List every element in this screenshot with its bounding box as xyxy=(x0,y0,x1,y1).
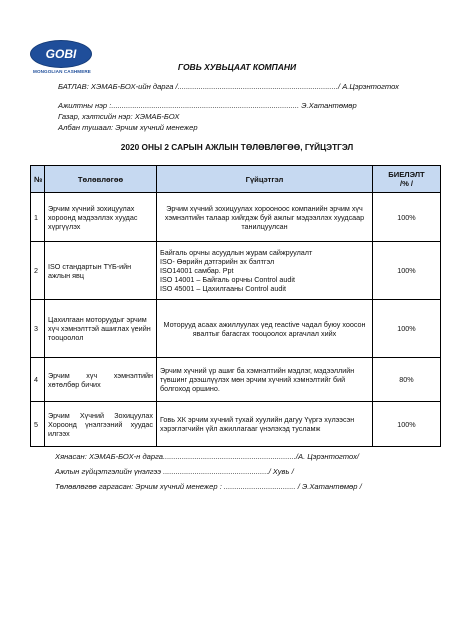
position-line: Албан тушаал: Эрчим хүчний менежер xyxy=(58,123,198,132)
row-plan: Эрчим Хүчний Зохицуулах Хороонд үнэлгээний хуудас илгээх xyxy=(45,402,157,447)
row-result: 100% xyxy=(373,242,441,300)
table-row xyxy=(31,300,441,358)
employee-line: Ажилтны нэр :......................................................................................... Э.Хатантөмөр xyxy=(58,101,357,110)
row-performance: Эрчим хүчний үр ашиг ба хэмнэлтийн мэдлэг, мэдээллийн түвшинг дээшлүүлэх мөн эрчим хүчний хэмнэлтийг бий болгоход оршино. xyxy=(157,358,373,402)
header-no: № xyxy=(31,166,45,193)
evaluation-line: Ажлын гүйцэтгэлийн үнэлгээ ................................................../ Хувь / xyxy=(55,467,294,476)
table-header-row xyxy=(31,166,441,193)
header-plan: Төлөвлөгөө xyxy=(45,166,157,193)
row-plan: Эрчим хүчний зохицуулах хороонд мэдээллэх хуудас хүргүүлэх xyxy=(45,193,157,242)
document-title: 2020 ОНЫ 2 САРЫН АЖЛЫН ТӨЛӨВЛӨГӨӨ, ГҮЙЦЭТГЭЛ xyxy=(120,142,354,152)
row-performance: Байгаль орчны асуудлын журам сайжруулалт ISO- Өөрийн дэтгэрийн эх бэлтгэл ISO14001 самбар. Ppt ISO 14001 – Байгаль орчны Control audit ISO 45001 – Цахилгааны Control audit xyxy=(157,242,373,300)
logo-brand: GOBI xyxy=(30,40,92,68)
approval-line: БАТЛАВ: ХЭМАБ-БОХ-ийн дарга /............................................................................/ А.Цэрэнтогтох xyxy=(58,82,399,91)
row-performance: Эрчим хүчний зохицуулах хорооноос компанийн эрчим хүч хэмнэлтийн талаар хийгдэж буй ажлыг мэдээллэх хуудсаар танилцуулсан xyxy=(157,193,373,242)
header-performance: Гүйцэтгэл xyxy=(157,166,373,193)
row-result: 100% xyxy=(373,402,441,447)
row-performance: Моторууд асаах ажиллуулах үед reactive чадал буюу хоосон явалтыг багасгах тооцоолох аргачлал хийх xyxy=(157,300,373,358)
header-result: БИЕЛЭЛТ /% / xyxy=(373,166,441,193)
row-plan: ISO стандартын ТҮБ-ийн ажлын явц xyxy=(45,242,157,300)
table-row xyxy=(31,358,441,402)
row-result: 80% xyxy=(373,358,441,402)
row-result: 100% xyxy=(373,300,441,358)
department-line: Газар, хэлтсийн нэр: ХЭМАБ-БОХ xyxy=(58,112,180,121)
row-number: 2 xyxy=(31,242,45,300)
logo-tagline: MONGOLIAN CASHMERE xyxy=(33,69,91,74)
row-number: 4 xyxy=(31,358,45,402)
row-number: 1 xyxy=(31,193,45,242)
row-number: 5 xyxy=(31,402,45,447)
table-row xyxy=(31,193,441,242)
row-plan: Эрчим хүч хэмнэлтийн хөтөлбөр бичих xyxy=(45,358,157,402)
reviewed-line: Хянасан: ХЭМАБ-БОХ-н дарга.............................................................../А. Цэрэнтогтох/ xyxy=(55,452,360,461)
table-row xyxy=(31,242,441,300)
table-row xyxy=(31,402,441,447)
row-plan: Цахилгаан моторуудыг эрчим хүч хэмнэлттэй ашиглах үеийн тооцоолол xyxy=(45,300,157,358)
prepared-line: Төлөвлөгөө гаргасан: Эрчим хүчний менежер : .................................. / Э.Хатантөмөр / xyxy=(55,482,362,491)
row-performance: Говь ХК эрчим хүчний тухай хуулийн дагуу Үүргэ хүлээсэн хэрэглэгчийн үйл ажиллагааг үнэлэхэд тусламж xyxy=(157,402,373,447)
plan-table xyxy=(30,165,441,447)
row-result: 100% xyxy=(373,193,441,242)
company-name: ГОВЬ ХУВЬЦААТ КОМПАНИ xyxy=(177,62,297,72)
row-number: 3 xyxy=(31,300,45,358)
